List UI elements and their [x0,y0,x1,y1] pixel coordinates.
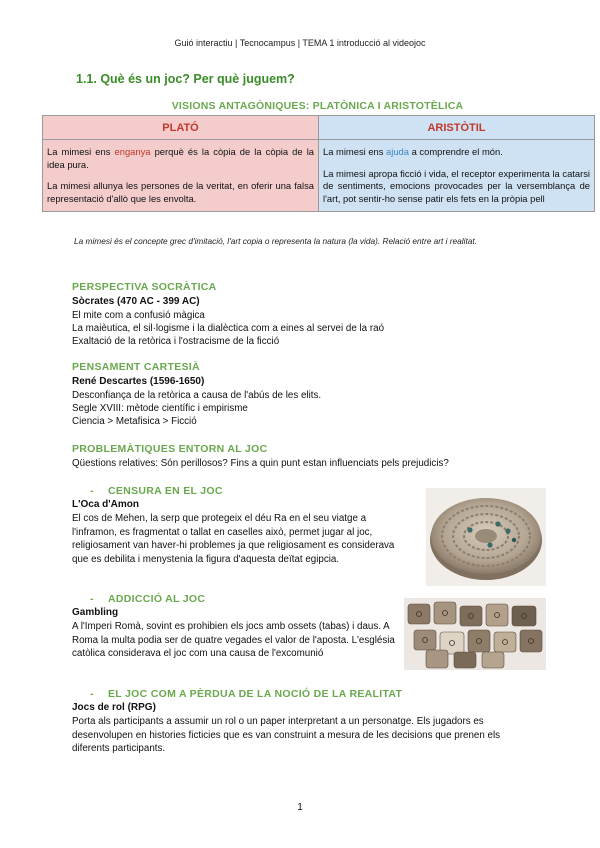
problematiques-title: PROBLEMÀTIQUES ENTORN AL JOC [72,443,268,455]
socratica-line-2: La maièutica, el sil·logisme i la dialèctica com a eines al servei de la raó [72,323,385,334]
section-heading: 1.1. Què és un joc? Per què juguem? [76,72,295,86]
perdua-bullet: - [90,688,94,700]
plato-paragraph-2: La mimesi allunya les persones de la veritat, en oferir una falsa representació d'allò que les envolta. [47,180,314,204]
aristotil-cell [319,140,595,212]
cartesia-title: PENSAMENT CARTESIÀ [72,361,200,373]
perdua-text: Porta als participants a assumir un rol o un paper interpretant a un personatge. Els jugadors es desenvolupen en histories ficticies que es van construint a mesura de les decisions que prenen els diferents participants. [72,716,501,754]
socratica-line-1: El mite com a confusió màgica [72,310,205,321]
ancient-dice-image [404,598,546,670]
aristotil-paragraph-2: La mimesi apropa ficció i vida, el receptor experimenta la catarsi de sentiments, emocions provocades per la versemblança de l'art, pot sentir-ho sense patir els fets en la pròpia pell [323,167,590,204]
ajuda-highlight: ajuda [386,146,409,157]
oca-amon-name: L'Oca d'Amon [72,499,139,510]
addiccio-text: A l'Imperi Romà, sovint es prohibien els jocs amb ossets (tabas) i daus. A Roma la multa podia ser de quatre vegades el valor de l'aposta. L'església catòlica considerava el joc com una causa de l'excomunió [72,621,395,659]
socratica-line-3: Exaltació de la retòrica i l'ostracisme de la ficció [72,336,280,347]
perdua-title: EL JOC COM A PÈRDUA DE LA NOCIÓ DE LA REALITAT [108,688,403,700]
mimesi-note: La mimesi és el concepte grec d'imitació, l'art copia o representa la natura (la vida). Relació entre art i realitat. [74,236,477,246]
censura-title: CENSURA EN EL JOC [108,485,223,497]
gambling-name: Gambling [72,607,119,618]
cartesia-line-3: Ciencia > Metafisica > Ficció [72,416,197,427]
enganya-highlight: enganya [114,146,151,157]
visions-title: VISIONS ANTAGÒNIQUES: PLATÒNICA I ARISTOTÈLICA [171,100,464,112]
page-number: 1 [297,802,303,813]
descartes-name: René Descartes (1596-1650) [72,376,205,387]
cartesia-line-1: Desconfiança de la retòrica a causa de l'abús de les elits. [72,390,322,401]
plato-header: PLATÓ [43,116,319,140]
censura-text: El cos de Mehen, la serp que protegeix el déu Ra en el seu viatge a l'inframon, es fragmentat o tallat en caselles això, permet jugar al joc, religiosament van haver-hi problemes ja que religiosament es considerava que es debilita i menysteniа la figura d'aquesta deïtat egipcia. [72,513,395,565]
socrates-name: Sòcrates (470 AC - 399 AC) [72,296,200,307]
mehen-board-image [426,488,546,586]
censura-bullet: - [90,485,94,497]
plato-paragraph-1: La mimesi ens enganya perquè és la còpia de la còpia de la idea pura. [47,146,314,170]
plato-cell [43,140,319,212]
aristotil-paragraph-1: La mimesi ens ajuda a comprendre el món. [323,146,503,157]
problematiques-intro: Qüestions relatives: Són perillosos? Fins a quin punt estan influenciats pels prejudicis? [72,458,449,469]
page-header: Guió interactiu | Tecnocampus | TEMA 1 introducció al videojoc [174,38,426,48]
addiccio-title: ADDICCIÓ AL JOC [108,593,206,605]
rpg-name: Jocs de rol (RPG) [72,702,156,713]
comparison-table [42,115,595,212]
addiccio-bullet: - [90,593,94,605]
socratica-title: PERSPECTIVA SOCRÀTICA [72,281,217,293]
aristotil-header: ARISTÒTIL [319,116,595,140]
cartesia-line-2: Segle XVIII: mètode científic i empirisme [72,403,248,414]
